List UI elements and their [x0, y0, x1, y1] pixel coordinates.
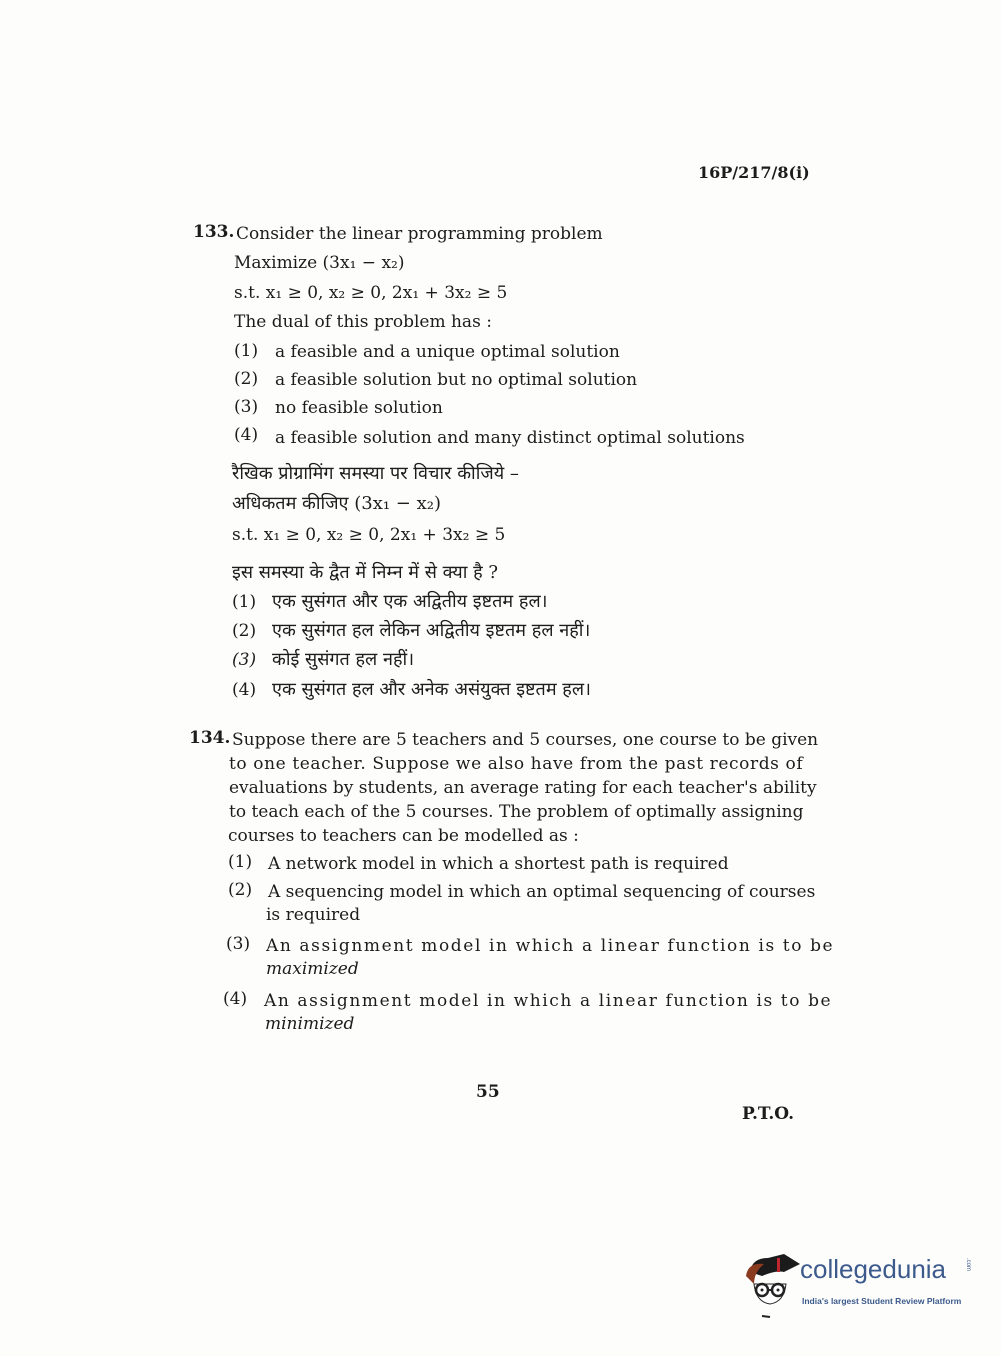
q133-hindi-stem: रैखिक प्रोग्रामिंग समस्या पर विचार कीजिये –: [232, 463, 519, 484]
q133-option-3: no feasible solution: [275, 398, 443, 418]
q133-objective: Maximize (3x₁ − x₂): [234, 253, 405, 273]
q134-option-2: A sequencing model in which an optimal sequencing of courses: [268, 882, 816, 902]
option-number: (4): [232, 680, 257, 700]
q134-line-5: courses to teachers can be modelled as :: [228, 826, 579, 846]
brand-dotcom: .com: [965, 1258, 971, 1272]
option-number: (3): [234, 397, 259, 417]
q133-option-1: a feasible and a unique optimal solution: [275, 342, 620, 362]
q134-option-1: A network model in which a shortest path is required: [268, 854, 729, 874]
option-number: (1): [228, 852, 253, 872]
option-number: (4): [234, 425, 259, 445]
q133-option-2: a feasible solution but no optimal solution: [275, 370, 638, 390]
q133-hindi-option-3: कोई सुसंगत हल नहीं।: [272, 649, 415, 670]
option-number: (2): [234, 369, 259, 389]
q134-line-1: Suppose there are 5 teachers and 5 courses, one course to be given: [232, 730, 819, 750]
q134-option-2-cont: is required: [266, 905, 361, 925]
q133-hindi-option-1: एक सुसंगत और एक अद्वितीय इष्टतम हल।: [272, 591, 548, 612]
option-number: (3): [232, 650, 257, 670]
q133-number: 133.: [193, 222, 235, 242]
option-number: (2): [232, 621, 257, 641]
q134-line-4: to teach each of the 5 courses. The problem of optimally assigning: [229, 802, 804, 822]
q133-stem: Consider the linear programming problem: [236, 224, 603, 244]
q133-hindi-constraints: s.t. x₁ ≥ 0, x₂ ≥ 0, 2x₁ + 3x₂ ≥ 5: [232, 525, 506, 545]
q134-option-3-cont: maximized: [266, 959, 359, 979]
q133-hindi-option-4: एक सुसंगत हल और अनेक असंयुक्त इष्टतम हल।: [272, 679, 591, 700]
q133-question: The dual of this problem has :: [234, 312, 492, 332]
q133-hindi-objective: अधिकतम कीजिए (3x₁ − x₂): [232, 493, 441, 514]
q134-option-4-cont: minimized: [265, 1014, 355, 1034]
q134-option-4: An assignment model in which a linear function is to be: [264, 991, 833, 1011]
page-number: 55: [476, 1082, 500, 1102]
brand-tagline: India's largest Student Review Platform: [802, 1296, 962, 1306]
pto-label: P.T.O.: [742, 1104, 794, 1124]
paper-code: 16P/217/8(i): [698, 163, 810, 182]
option-number: (2): [228, 880, 253, 900]
q134-option-3: An assignment model in which a linear function is to be: [266, 936, 835, 956]
option-number: (4): [223, 989, 248, 1009]
q133-hindi-option-2: एक सुसंगत हल लेकिन अद्वितीय इष्टतम हल नहीं।: [272, 620, 591, 641]
option-number: (1): [232, 592, 257, 612]
brand-name: collegedunia: [800, 1254, 947, 1284]
mascot-logo-icon: [742, 1250, 800, 1320]
q134-number: 134.: [189, 728, 231, 748]
q133-option-4: a feasible solution and many distinct optimal solutions: [275, 428, 745, 448]
q134-line-3: evaluations by students, an average rating for each teacher's ability: [229, 778, 817, 798]
q133-constraints: s.t. x₁ ≥ 0, x₂ ≥ 0, 2x₁ + 3x₂ ≥ 5: [234, 283, 508, 303]
q133-hindi-question: इस समस्या के द्वैत में निम्न में से क्या है ?: [232, 562, 499, 583]
option-number: (3): [226, 934, 251, 954]
collegedunia-watermark: [742, 1250, 982, 1320]
q134-line-2: to one teacher. Suppose we also have from the past records of: [229, 754, 804, 774]
option-number: (1): [234, 341, 259, 361]
